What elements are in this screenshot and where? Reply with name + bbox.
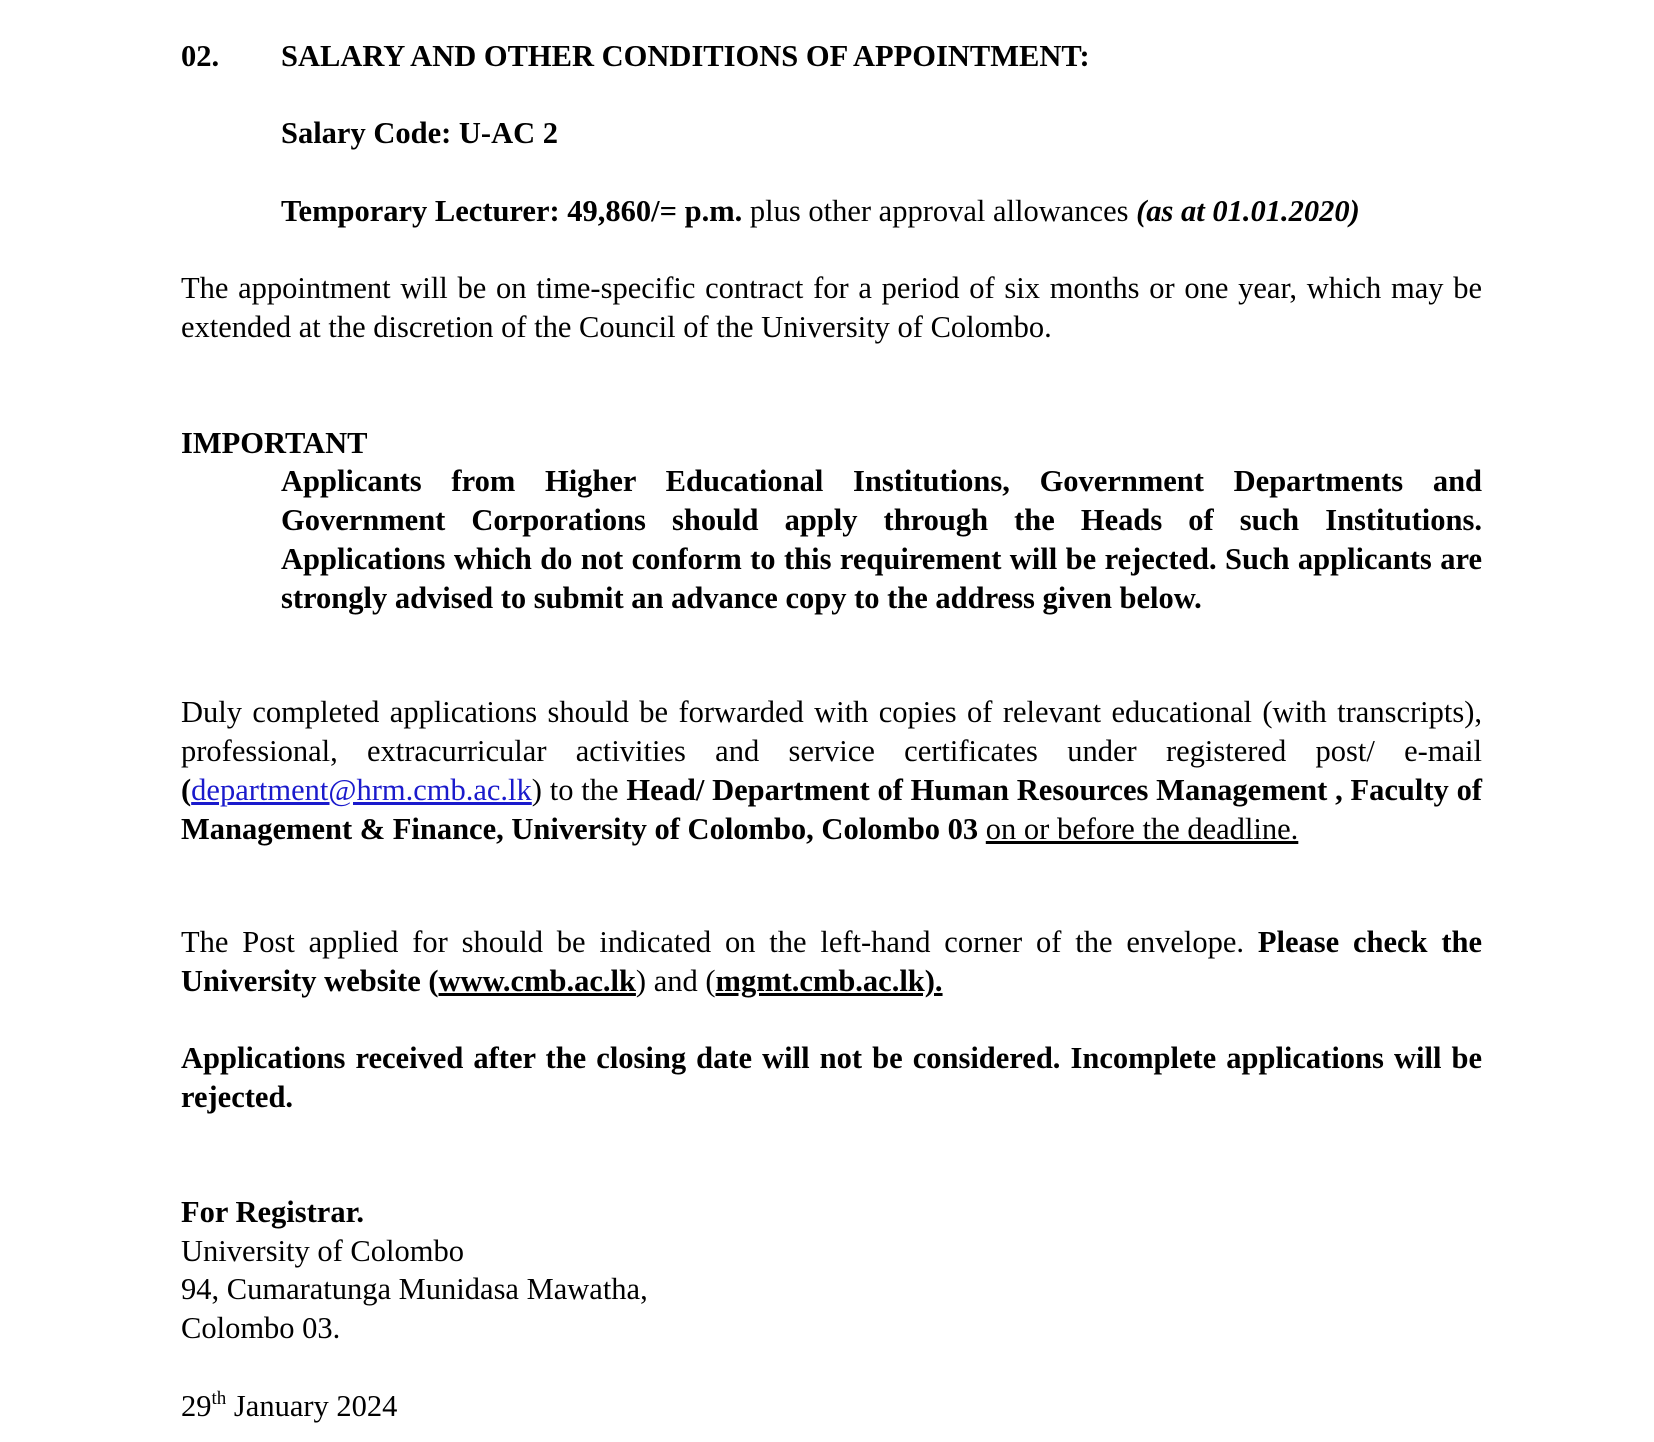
document-date <box>181 1387 1482 1426</box>
appointment-paragraph: The appointment will be on time-specific contract for a period of six months or one year, which may be extended at the discretion of the Council of the University of Colombo. <box>181 271 1482 344</box>
email-link[interactable]: department@hrm.cmb.ac.lk <box>191 773 532 807</box>
date-day: 29 <box>181 1389 212 1423</box>
forwarding-address: Head/ Department of Human Resources Management , Faculty of Management & Finance, University of Colombo, Colombo 03 <box>181 773 1482 846</box>
temporary-lecturer-date-note: (as at 01.01.2020) <box>1136 194 1360 228</box>
post-note-bold-1: Please check the University website ( <box>181 925 1482 998</box>
closing-note-paragraph <box>181 1039 1482 1117</box>
important-text: Applicants from Higher Educational Institutions, Government Departments and Government Corporations should apply through the Heads of such Institutions. Applications which do not conform to this requirement will be rejected. Such applicants are strongly advised to submit an advance copy to the address given below. <box>281 464 1482 615</box>
important-heading <box>181 424 1482 463</box>
signature-line-2: 94, Cumaratunga Munidasa Mawatha, <box>181 1272 648 1306</box>
forwarding-text-2: ) to the <box>531 773 627 807</box>
temporary-lecturer-line <box>281 192 1482 231</box>
forwarding-text-1: Duly completed applications should be forwarded with copies of relevant educational (with transcripts), professional, extracurricular activities and service certificates under registered post/ e-mail <box>181 695 1482 768</box>
salary-code <box>281 114 1482 153</box>
forwarding-paragraph <box>181 693 1482 849</box>
post-note-text-1: The Post applied for should be indicated on the left-hand corner of the envelope. <box>181 925 1258 959</box>
forwarding-open-paren: ( <box>181 773 192 807</box>
date-suffix: th <box>211 1388 227 1409</box>
website-link-1[interactable]: www.cmb.ac.lk <box>438 964 636 998</box>
deadline-text: on or before the deadline. <box>985 812 1299 846</box>
for-registrar-text: For Registrar. <box>181 1195 364 1229</box>
signature-line-3: Colombo 03. <box>181 1311 341 1345</box>
temporary-lecturer-text: plus other approval allowances <box>742 194 1137 228</box>
section-title: SALARY AND OTHER CONDITIONS OF APPOINTMENT: <box>281 39 1090 73</box>
signature-line-1: University of Colombo <box>181 1234 464 1268</box>
signature-for-registrar <box>181 1193 1482 1232</box>
date-rest: January 2024 <box>226 1389 398 1423</box>
post-note-text-2: ) and ( <box>635 964 716 998</box>
section-number: 02. <box>181 39 220 73</box>
website-link-2[interactable]: mgmt.cmb.ac.lk). <box>715 964 943 998</box>
post-note-paragraph <box>181 923 1482 1001</box>
important-paragraph <box>281 462 1482 618</box>
important-heading-text: IMPORTANT <box>181 426 368 460</box>
forwarding-space <box>978 812 986 846</box>
temporary-lecturer-label: Temporary Lecturer: 49,860/= p.m. <box>281 194 743 228</box>
salary-code-text: Salary Code: U-AC 2 <box>281 116 559 150</box>
closing-note-text: Applications received after the closing date will not be considered. Incomplete applications will be rejected. <box>181 1041 1482 1114</box>
